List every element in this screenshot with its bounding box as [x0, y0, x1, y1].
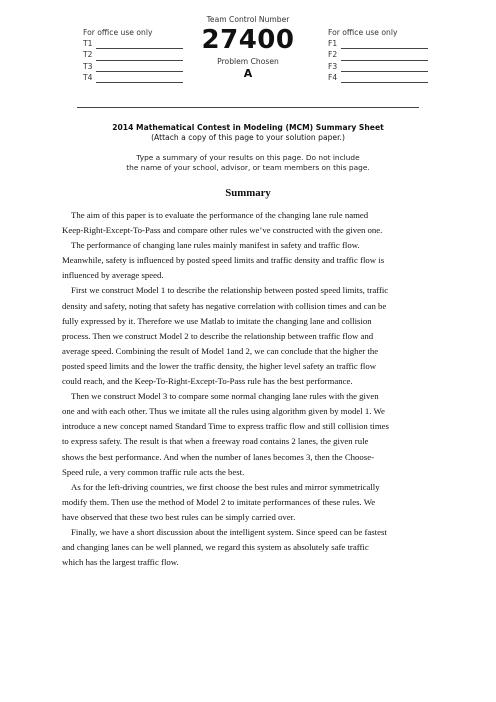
- paragraph-line: have observed that these two best rules can be simply carried over.: [62, 511, 296, 522]
- paragraph-line: The aim of this paper is to evaluate the performance of the changing lane rule named: [71, 210, 369, 220]
- office-field-t4: [83, 72, 183, 83]
- paragraph-line: posted speed limits and the lower the traffic density, the higher level safety an traffic flow: [62, 360, 377, 371]
- contest-title: 2014 Mathematical Contest in Modeling (MCM) Summary Sheet: [112, 123, 384, 132]
- contest-heading: [0, 123, 496, 143]
- contest-subtitle: (Attach a copy of this page to your solution paper.): [151, 133, 345, 142]
- instruction-line: the name of your school, advisor, or team members on this page.: [126, 163, 370, 173]
- office-field-f1: [328, 38, 428, 49]
- office-field-label: T1: [83, 39, 93, 49]
- team-control-label: Team Control Number: [206, 15, 290, 24]
- office-field-t1: [83, 38, 183, 49]
- paragraph-line: introduce a new concept named Standard Time to express traffic flow and still collision times: [62, 421, 389, 432]
- office-field-f4: [328, 72, 428, 83]
- office-field-t3: [83, 61, 183, 72]
- paragraph-line: The performance of changing lane rules mainly manifest in safety and traffic flow.: [71, 240, 360, 251]
- paragraph-line: shows the best performance. And when the number of lanes becomes 3, then the Choose-: [62, 451, 375, 462]
- paragraph-line: Keep-Right-Except-To-Pass and compare other rules we’ve constructed with the given one.: [62, 225, 383, 236]
- office-field-label: F4: [328, 72, 338, 82]
- office-field-f2: [328, 49, 428, 60]
- paragraph-line: Meanwhile, safety is influenced by posted speed limits and traffic density and traffic flow is: [62, 255, 385, 266]
- paragraph-line: Then we construct Model 3 to compare some normal changing lane rules with the given: [71, 391, 379, 402]
- office-field-label: F2: [328, 50, 338, 60]
- office-field-f3: [328, 61, 428, 72]
- blank-line: [341, 74, 428, 83]
- paragraph-line: density and safety, noting that safety has negative correlation with collision times and can be: [62, 300, 387, 311]
- blank-line: [96, 63, 183, 72]
- office-field-label: T2: [83, 50, 93, 60]
- office-field-label: T4: [83, 72, 93, 82]
- paragraph-line: Finally, we have a short discussion about the intelligent system. Since speed can be fastest: [71, 526, 387, 537]
- paragraph-line: As for the left-driving countries, we first choose the best rules and mirror symmetrically: [71, 481, 380, 492]
- instruction-line: Type a summary of your results on this page. Do not include: [136, 153, 360, 162]
- header-divider: [77, 107, 419, 108]
- problem-chosen-value: A: [243, 67, 253, 80]
- office-field-label: T3: [83, 61, 93, 71]
- office-use-right-title: For office use only: [328, 28, 398, 37]
- office-field-label: F1: [328, 39, 338, 49]
- paragraph-line: one and with each other. Thus we imitate all the rules using algorithm given by model 1. We: [62, 406, 385, 417]
- office-use-right: [328, 27, 428, 83]
- office-use-left: [83, 27, 183, 83]
- paragraph-line: which has the largest traffic flow.: [62, 557, 179, 568]
- office-field-t2: [83, 49, 183, 60]
- team-control-number: 27400: [201, 25, 295, 55]
- paragraph-line: process. Then we construct Model 2 to describe the relationship between traffic flow and: [62, 330, 374, 341]
- office-use-left-title: For office use only: [83, 28, 153, 37]
- blank-line: [341, 40, 428, 49]
- summary-title: Summary: [225, 187, 271, 199]
- paragraph-line: could reach, and the Keep-To-Right-Except-To-Pass rule has the best performance.: [62, 376, 353, 387]
- blank-line: [341, 52, 428, 61]
- paragraph-line: Speed rule, a very common traffic rule acts the best.: [62, 466, 245, 477]
- blank-line: [96, 52, 183, 61]
- paragraph-line: average speed. Combining the result of Model 1and 2, we can conclude that the higher the: [62, 345, 379, 356]
- paragraph-line: fully expressed by it. Therefore we use Matlab to imitate the changing lane and collision: [62, 315, 372, 326]
- blank-line: [341, 63, 428, 72]
- summary-body: [62, 208, 438, 570]
- team-info: [190, 15, 306, 81]
- paragraph-line: and changing lanes can be well planned, we regard this system as absolutely safe traffic: [62, 542, 369, 553]
- paragraph-line: First we construct Model 1 to describe the relationship between posted speed limits, traffic: [71, 285, 389, 296]
- paragraph-line: modify them. Then use the method of Model 2 to imitate performances of these rules. We: [62, 496, 376, 507]
- paragraph-line: influenced by average speed.: [62, 270, 164, 281]
- blank-line: [96, 40, 183, 49]
- header: [0, 0, 496, 100]
- office-field-label: F3: [328, 61, 338, 71]
- problem-chosen-label: Problem Chosen: [217, 57, 279, 66]
- paragraph-line: to express safety. The result is that when a freeway road contains 2 lanes, the given rule: [62, 436, 369, 447]
- blank-line: [96, 74, 183, 83]
- instructions: [0, 153, 496, 174]
